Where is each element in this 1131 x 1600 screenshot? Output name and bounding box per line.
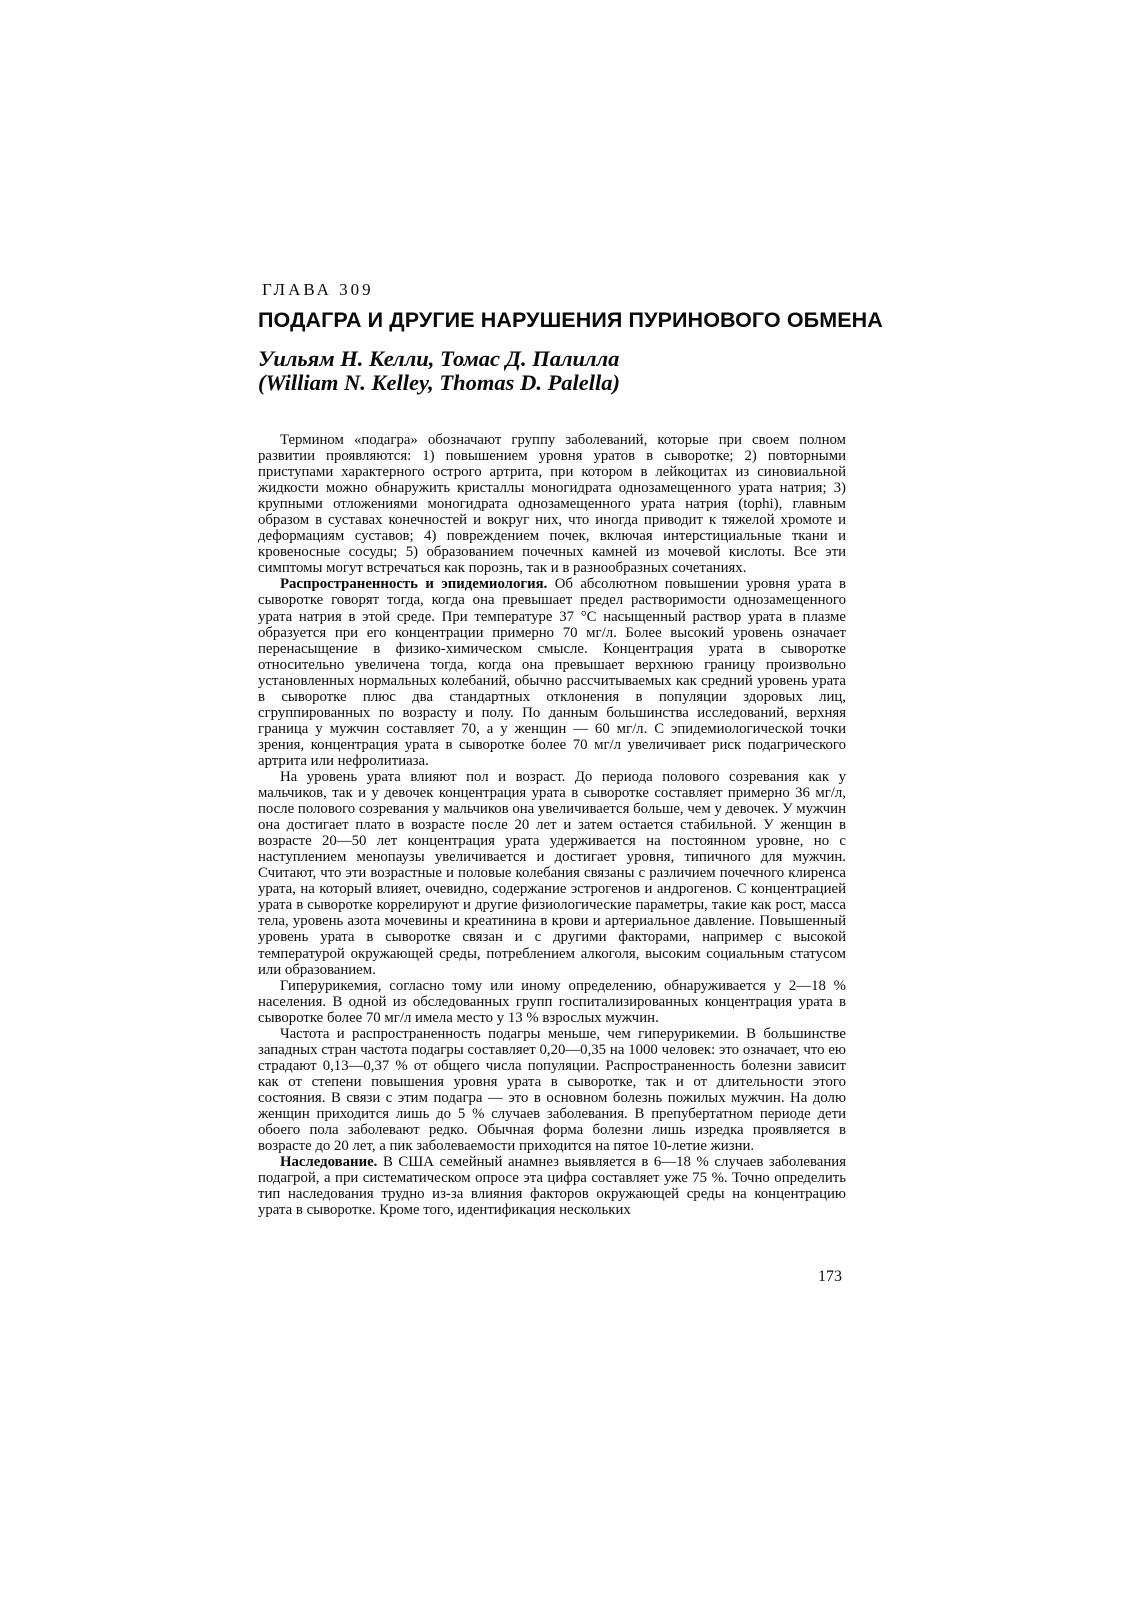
paragraph-prevalence: Частота и распространенность подагры меньше, чем гиперурикемии. В большинстве западных стран частота подагры составляет 0,20—0,35 на 1000 человек: это означает, что ею страдают 0,13—0,37 % от общего числа популяции. Распространенность болезни зависит как от степени повышения уровня урата в сыворотке, так и от длительности этого состояния. В связи с этим подагра — это в основном болезнь пожилых мужчин. На долю женщин приходится лишь до 5 % случаев заболевания. В препубертатном периоде дети обоего пола заболевают редко. Обычная форма болезни лишь изредка проявляется в возрасте до 20 лет, а пик заболеваемости приходится на пятое 10-летие жизни. (258, 1025, 846, 1155)
body-text (258, 432, 846, 1218)
section-heading-epidemiology: Распространенность и эпидемиология. (280, 576, 548, 593)
paragraph-epidemiology-text: Об абсолютном повышении уровня урата в сыворотке говорят тогда, когда она превышает предел растворимости однозамещенного урата натрия в этой среде. При температуре 37 °С насыщенный раствор урата в плазме образуется при его концентрации примерно 70 мг/л. Более высокий уровень означает перенасыщение в физико-химическом смысле. Концентрация урата в сыворотке относительно увеличена тогда, когда она превышает верхнюю границу произвольно установленных нормальных колебаний, обычно рассчитываемых как средний уровень урата в сыворотке плюс два стандартных отклонения в популяции здоровых лиц, сгруппированных по возрасту и полу. По данным большинства исследований, верхняя граница у мужчин составляет 70, а у женщин — 60 мг/л. С эпидемиологической точки зрения, концентрация урата в сыворотке более 70 мг/л увеличивает риск подагрического артрита или нефролитиаза. (258, 576, 847, 769)
authors-english: (William N. Kelley, Thomas D. Palella) (258, 370, 621, 395)
page-number: 173 (818, 1268, 842, 1285)
authors-block (258, 347, 620, 395)
paragraph-age-sex: На уровень урата влияют пол и возраст. До периода полового созревания как у мальчиков, так и у девочек концентрация урата в сыворотке составляет примерно 36 мг/л, после полового созревания у мальчиков она увеличивается больше, чем у девочек. У мужчин она достигает плато в возрасте после 20 лет и затем остается стабильной. У женщин в возрасте 20—50 лет концентрация урата удерживается на постоянном уровне, но с наступлением менопаузы увеличивается и достигает уровня, типичного для мужчин. Считают, что эти возрастные и половые колебания связаны с различием почечного клиренса урата, на который влияет, очевидно, содержание эстрогенов и андрогенов. С концентрацией урата в сыворотке коррелируют и другие физиологические параметры, такие как рост, масса тела, уровень азота мочевины и креатинина в крови и артериальное давление. Повышенный уровень урата в сыворотке связан и с другими факторами, например с высокой температурой окружающей среды, потреблением алкоголя, высоким социальным статусом или образованием. (258, 768, 846, 978)
paragraph-heredity (258, 1154, 846, 1218)
authors-russian: Уильям Н. Келли, Томас Д. Палилла (258, 346, 620, 371)
paragraph-epidemiology (258, 576, 846, 769)
paragraph-hyperuricemia: Гиперурикемия, согласно тому или иному определению, обнаруживается у 2—18 % населения. В одной из обследованных групп госпитализированных концентрация урата в сыворотке более 70 мг/л имела место у 13 % взрослых мужчин. (258, 977, 846, 1026)
chapter-title: ПОДАГРА И ДРУГИЕ НАРУШЕНИЯ ПУРИНОВОГО ОБМЕНА (258, 308, 883, 332)
paragraph-intro: Термином «подагра» обозначают группу заболеваний, которые при своем полном развитии проявляются: 1) повышением уровня уратов в сыворотке; 2) повторными приступами характерного острого артрита, при котором в лейкоцитах из синовиальной жидкости можно обнаружить кристаллы моногидрата однозамещенного урата натрия; 3) крупными отложениями моногидрата однозамещенного урата натрия (tophi), главным образом в суставах конечностей и вокруг них, что иногда приводит к тяжелой хромоте и деформациям суставов; 4) повреждением почек, включая интерстициальные ткани и кровеносные сосуды; 5) образованием почечных камней из мочевой кислоты. Все эти симптомы могут встречаться как порознь, так и в разнообразных сочетаниях. (258, 432, 846, 577)
section-heading-heredity: Наследование. (280, 1154, 378, 1171)
chapter-label: ГЛАВА 309 (262, 280, 374, 299)
paragraph-heredity-text: В США семейный анамнез выявляется в 6—18 % случаев заболевания подагрой, а при систематическом опросе эта цифра составляет уже 75 %. Точно определить тип наследования трудно из-за влияния факторов окружающей среды на концентрацию урата в сыворотке. Кроме того, идентификация нескольких (258, 1154, 846, 1219)
